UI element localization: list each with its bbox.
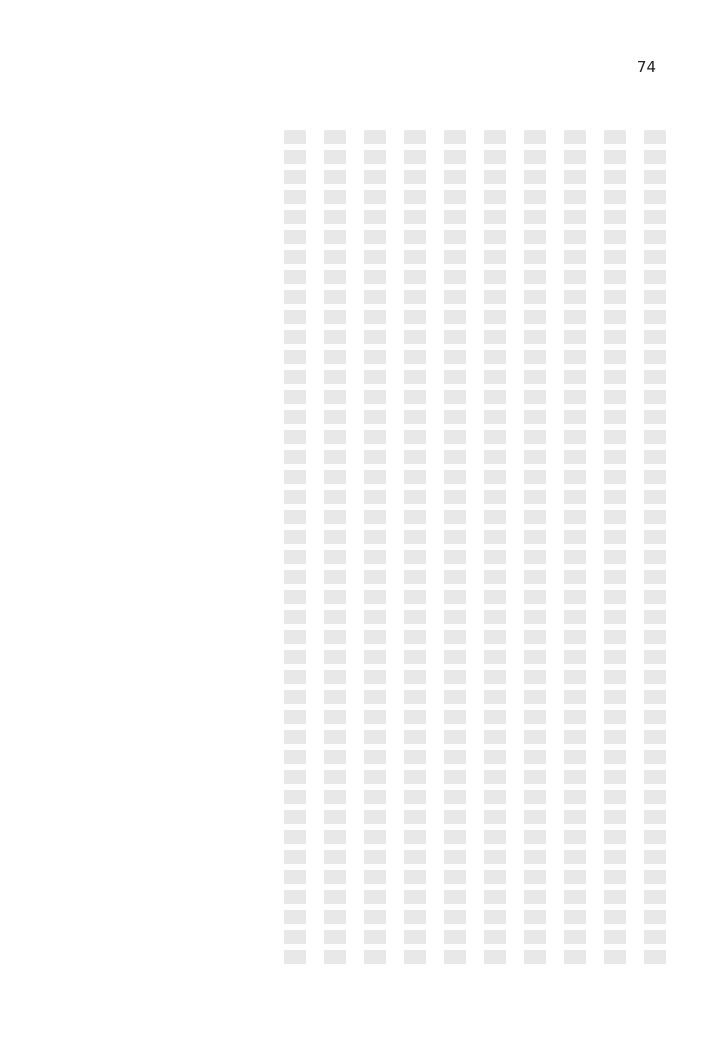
vertical-text-area bbox=[60, 130, 666, 970]
text-column bbox=[324, 130, 346, 970]
text-column bbox=[644, 130, 666, 970]
text-column bbox=[564, 130, 586, 970]
text-column bbox=[524, 130, 546, 970]
page-number: 74 bbox=[636, 58, 656, 76]
text-column bbox=[484, 130, 506, 970]
text-column bbox=[284, 130, 306, 970]
text-column bbox=[404, 130, 426, 970]
text-column bbox=[444, 130, 466, 970]
text-column bbox=[604, 130, 626, 970]
text-column bbox=[364, 130, 386, 970]
